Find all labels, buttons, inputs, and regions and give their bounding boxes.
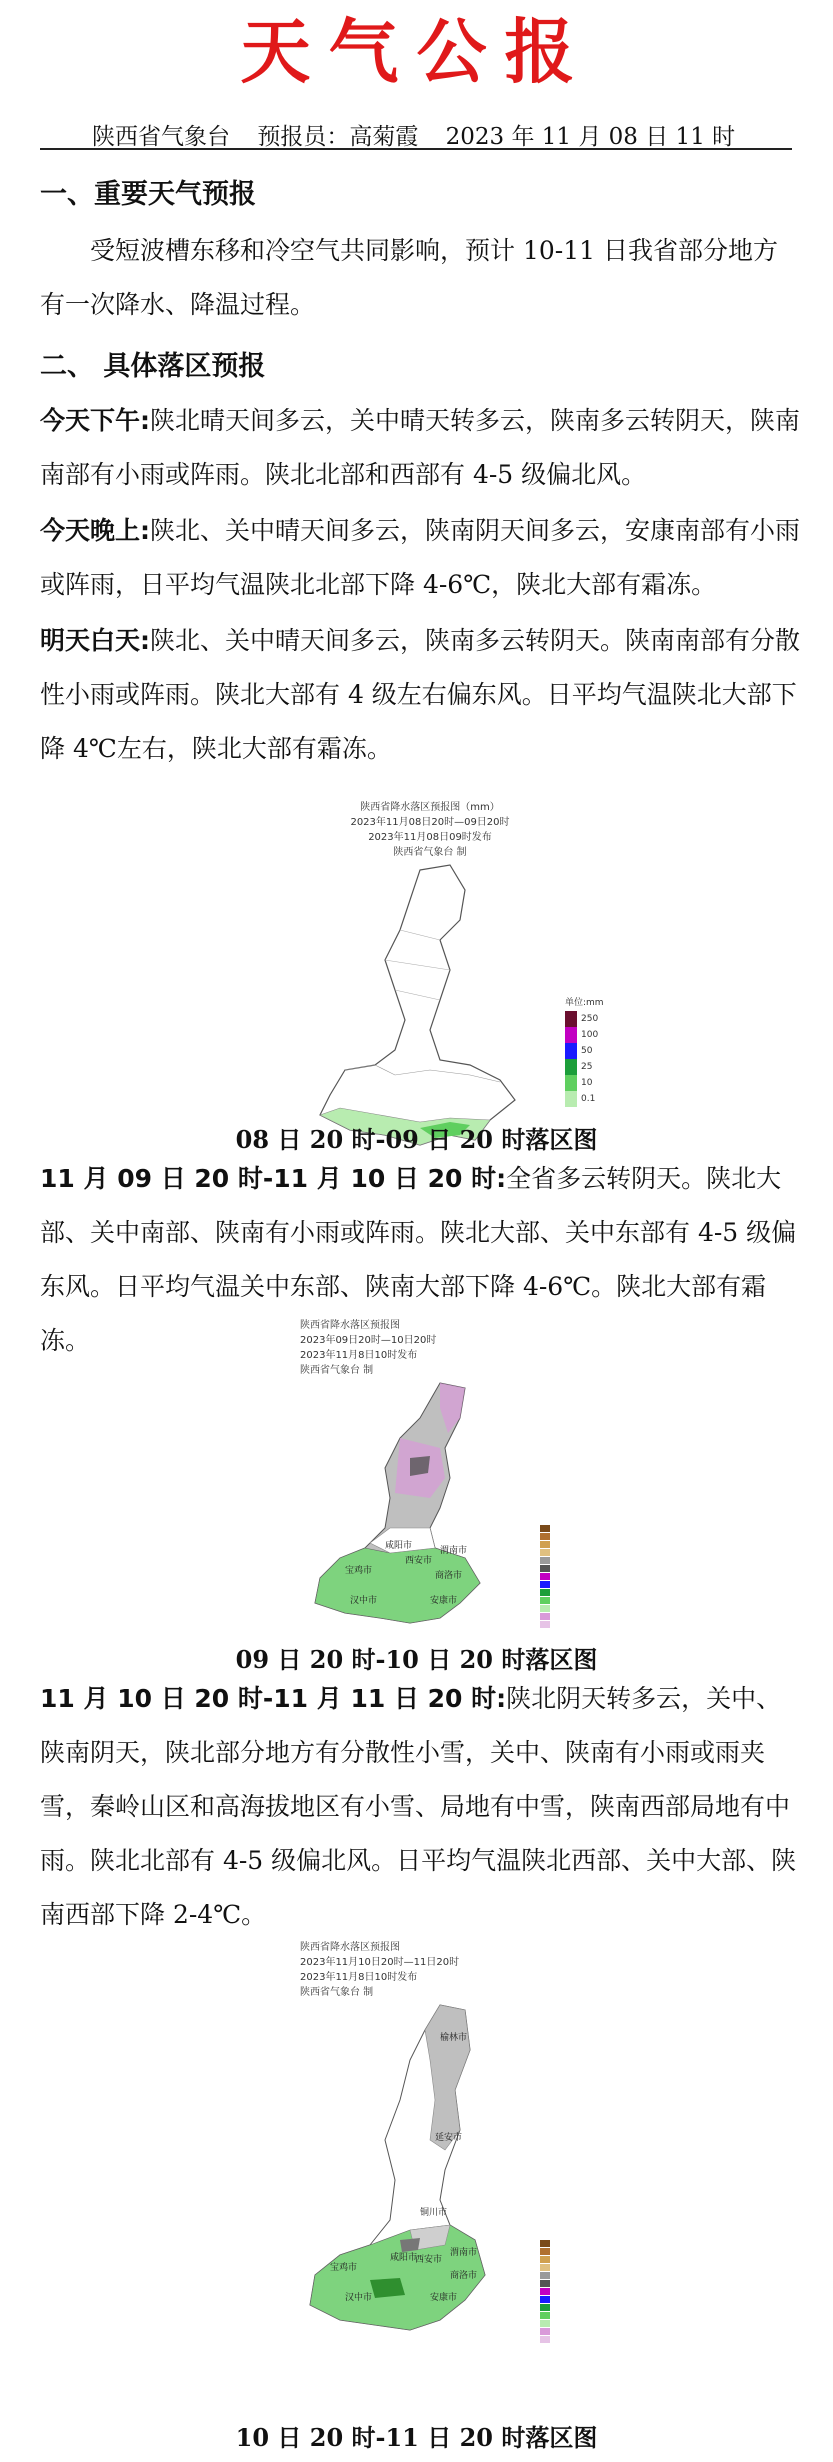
map3-legend-swatch xyxy=(540,2264,550,2271)
map1-legend-swatch xyxy=(565,1075,577,1091)
precip-map-1 xyxy=(300,800,560,1164)
label-this-afternoon: 今天下午: xyxy=(40,406,150,435)
text-tomorrow-day: 陕北、关中晴天间多云，陕南多云转阴天。陕南南部有分散性小雨或阵雨。陕北大部有 4 级左右偏东风。日平均气温陕北大部下降 4℃左右，陕北大部有霜冻。 xyxy=(40,626,801,763)
section-important-text: 受短波槽东移和冷空气共同影响，预计 10-11 日我省部分地方有一次降水、降温过程。 xyxy=(40,236,778,319)
map1-legend-label: 10 xyxy=(581,1078,593,1088)
map1-legend-swatch xyxy=(565,1059,577,1075)
map3-legend-swatch xyxy=(540,2272,550,2279)
map2-city: 咸阳市 xyxy=(385,1541,413,1551)
map1-legend-label: 0.1 xyxy=(581,1094,596,1104)
header-rule xyxy=(40,148,792,150)
text-tonight: 陕北、关中晴天间多云，陕南阴天间多云，安康南部有小雨或阵雨，日平均气温陕北北部下降 4-6℃，陕北大部有霜冻。 xyxy=(40,516,801,599)
map3-city: 宝鸡市 xyxy=(330,2263,358,2273)
text-period-2: 全省多云转阴天。陕北大部、关中南部、陕南有小雨或阵雨。陕北大部、关中东部有 4-5 级偏东风。日平均气温关中东部、陕南大部下降 4-6℃。陕北大部有霜冻。 xyxy=(40,1164,797,1355)
map2-city: 安康市 xyxy=(430,1596,458,1606)
map2-legend-swatch xyxy=(540,1573,550,1580)
map2-city: 商洛市 xyxy=(435,1571,463,1581)
map2-legend-swatch xyxy=(540,1581,550,1588)
map2-legend xyxy=(540,1525,550,1629)
text-this-afternoon: 陕北晴天间多云，关中晴天转多云，陕南多云转阴天，陕南南部有小雨或阵雨。陕北北部和西部有 4-5 级偏北风。 xyxy=(40,406,801,489)
map3-legend-swatch xyxy=(540,2240,550,2247)
map1-legend-title: 单位:mm xyxy=(565,998,604,1008)
map2-legend-swatch xyxy=(540,1605,550,1612)
map3-header-line: 陕西省气象台 制 xyxy=(300,1987,374,1998)
section-heading-important: 一、重要天气预报 xyxy=(40,179,256,210)
map1-caption: 08 日 20 时-09 日 20 时落区图 xyxy=(235,1125,598,1154)
map2-header-line: 2023年11月8日10时发布 xyxy=(300,1350,418,1361)
map3-caption: 10 日 20 时-11 日 20 时落区图 xyxy=(235,2423,598,2452)
map1-legend-swatch xyxy=(565,1091,577,1107)
map2-city: 西安市 xyxy=(405,1556,433,1566)
map3-legend xyxy=(540,2240,550,2344)
map1-legend-row xyxy=(565,1011,604,1027)
map2-legend-swatch xyxy=(540,1589,550,1596)
map2-header-line: 2023年09日20时—10日20时 xyxy=(300,1335,437,1346)
map1-legend-label: 50 xyxy=(581,1046,593,1056)
map1-legend-swatch xyxy=(565,1043,577,1059)
map1-legend-label: 250 xyxy=(581,1014,599,1024)
label-tomorrow-day: 明天白天: xyxy=(40,626,150,655)
forecaster-name: 高菊霞 xyxy=(349,124,419,150)
map2-caption: 09 日 20 时-10 日 20 时落区图 xyxy=(235,1645,598,1674)
label-period-2: 11 月 09 日 20 时-11 月 10 日 20 时: xyxy=(40,1164,507,1193)
forecast-this-afternoon xyxy=(40,394,800,502)
map3-city: 榆林市 xyxy=(440,2033,468,2043)
map2-city: 宝鸡市 xyxy=(345,1566,373,1576)
map2-shaanxi-outline xyxy=(290,1378,550,1638)
map2-header-line: 陕西省气象台 制 xyxy=(300,1365,374,1376)
label-tonight: 今天晚上: xyxy=(40,516,150,545)
map3-city: 商洛市 xyxy=(450,2271,478,2281)
map3-city: 安康市 xyxy=(430,2293,458,2303)
map1-legend-row xyxy=(565,1075,604,1091)
issue-datetime: 2023 年 11 月 08 日 11 时 xyxy=(445,124,736,150)
precip-map-2 xyxy=(290,1318,550,1642)
map2-header-line: 陕西省降水落区预报图 xyxy=(300,1320,400,1331)
forecast-period-3 xyxy=(40,1672,800,1942)
map1-header-line: 2023年11月08日09时发布 xyxy=(368,832,492,843)
map3-legend-swatch xyxy=(540,2256,550,2263)
issuing-org: 陕西省气象台 xyxy=(92,124,230,150)
map1-header-line: 2023年11月08日20时—09日20时 xyxy=(350,817,510,828)
map3-city: 西安市 xyxy=(415,2255,443,2265)
map3-header xyxy=(290,1940,550,2000)
map3-city: 咸阳市 xyxy=(390,2253,418,2263)
map1-legend-swatch xyxy=(565,1027,577,1043)
map2-city: 汉中市 xyxy=(350,1596,378,1606)
map3-legend-swatch xyxy=(540,2328,550,2335)
map2-header xyxy=(290,1318,550,1378)
map3-header-line: 陕西省降水落区预报图 xyxy=(300,1942,400,1953)
map2-city: 渭南市 xyxy=(440,1546,468,1556)
precip-map-3 xyxy=(290,1940,550,2394)
map2-legend-swatch xyxy=(540,1533,550,1540)
map3-city: 渭南市 xyxy=(450,2248,478,2258)
map1-legend-swatch xyxy=(565,1011,577,1027)
map3-header-line: 2023年11月10日20时—11日20时 xyxy=(300,1957,460,1968)
bulletin-title: 天气公报 xyxy=(240,11,593,93)
map3-shaanxi-outline xyxy=(290,2000,550,2390)
section-heading-areas: 二、 具体落区预报 xyxy=(40,351,266,382)
map2-legend-swatch xyxy=(540,1621,550,1628)
map2-legend-swatch xyxy=(540,1557,550,1564)
map2-legend-swatch xyxy=(540,1565,550,1572)
map1-header-line: 陕西省气象台 制 xyxy=(393,847,467,858)
map1-shaanxi-outline xyxy=(300,860,560,1160)
map3-legend-swatch xyxy=(540,2312,550,2319)
map3-legend-swatch xyxy=(540,2248,550,2255)
map1-legend-label: 25 xyxy=(581,1062,593,1072)
map3-legend-swatch xyxy=(540,2336,550,2343)
map2-legend-swatch xyxy=(540,1549,550,1556)
map3-city: 延安市 xyxy=(435,2133,463,2143)
map1-legend xyxy=(565,995,604,1107)
map2-legend-swatch xyxy=(540,1541,550,1548)
forecast-tomorrow-day xyxy=(40,614,800,776)
map1-legend-row xyxy=(565,1043,604,1059)
map3-legend-swatch xyxy=(540,2296,550,2303)
map3-legend-swatch xyxy=(540,2304,550,2311)
map3-legend-swatch xyxy=(540,2288,550,2295)
map3-city: 铜川市 xyxy=(420,2208,448,2218)
map1-legend-row xyxy=(565,1027,604,1043)
bulletin-meta xyxy=(92,118,755,151)
map2-legend-swatch xyxy=(540,1525,550,1532)
map3-header-line: 2023年11月8日10时发布 xyxy=(300,1972,418,1983)
map3-city: 汉中市 xyxy=(345,2293,373,2303)
map3-legend-swatch xyxy=(540,2320,550,2327)
map1-header xyxy=(300,800,560,860)
map1-header-line: 陕西省降水落区预报图（mm） xyxy=(360,802,500,813)
map1-legend-row xyxy=(565,1091,604,1107)
map2-legend-swatch xyxy=(540,1613,550,1620)
label-period-3: 11 月 10 日 20 时-11 月 11 日 20 时: xyxy=(40,1684,507,1713)
forecaster-label: 预报员： xyxy=(257,124,350,150)
forecast-tonight xyxy=(40,504,800,612)
map1-legend-row xyxy=(565,1059,604,1075)
map2-legend-swatch xyxy=(540,1597,550,1604)
map1-legend-label: 100 xyxy=(581,1030,599,1040)
text-period-3: 陕北阴天转多云，关中、陕南阴天，陕北部分地方有分散性小雪，关中、陕南有小雨或雨夹雪，秦岭山区和高海拔地区有小雪、局地有中雪，陕南西部局地有中雨。陕北北部有 4-5 级偏北风。日平均气温陕北西部、关中大部、陕南西部下降 2-4℃。 xyxy=(40,1684,797,1929)
map3-legend-swatch xyxy=(540,2280,550,2287)
